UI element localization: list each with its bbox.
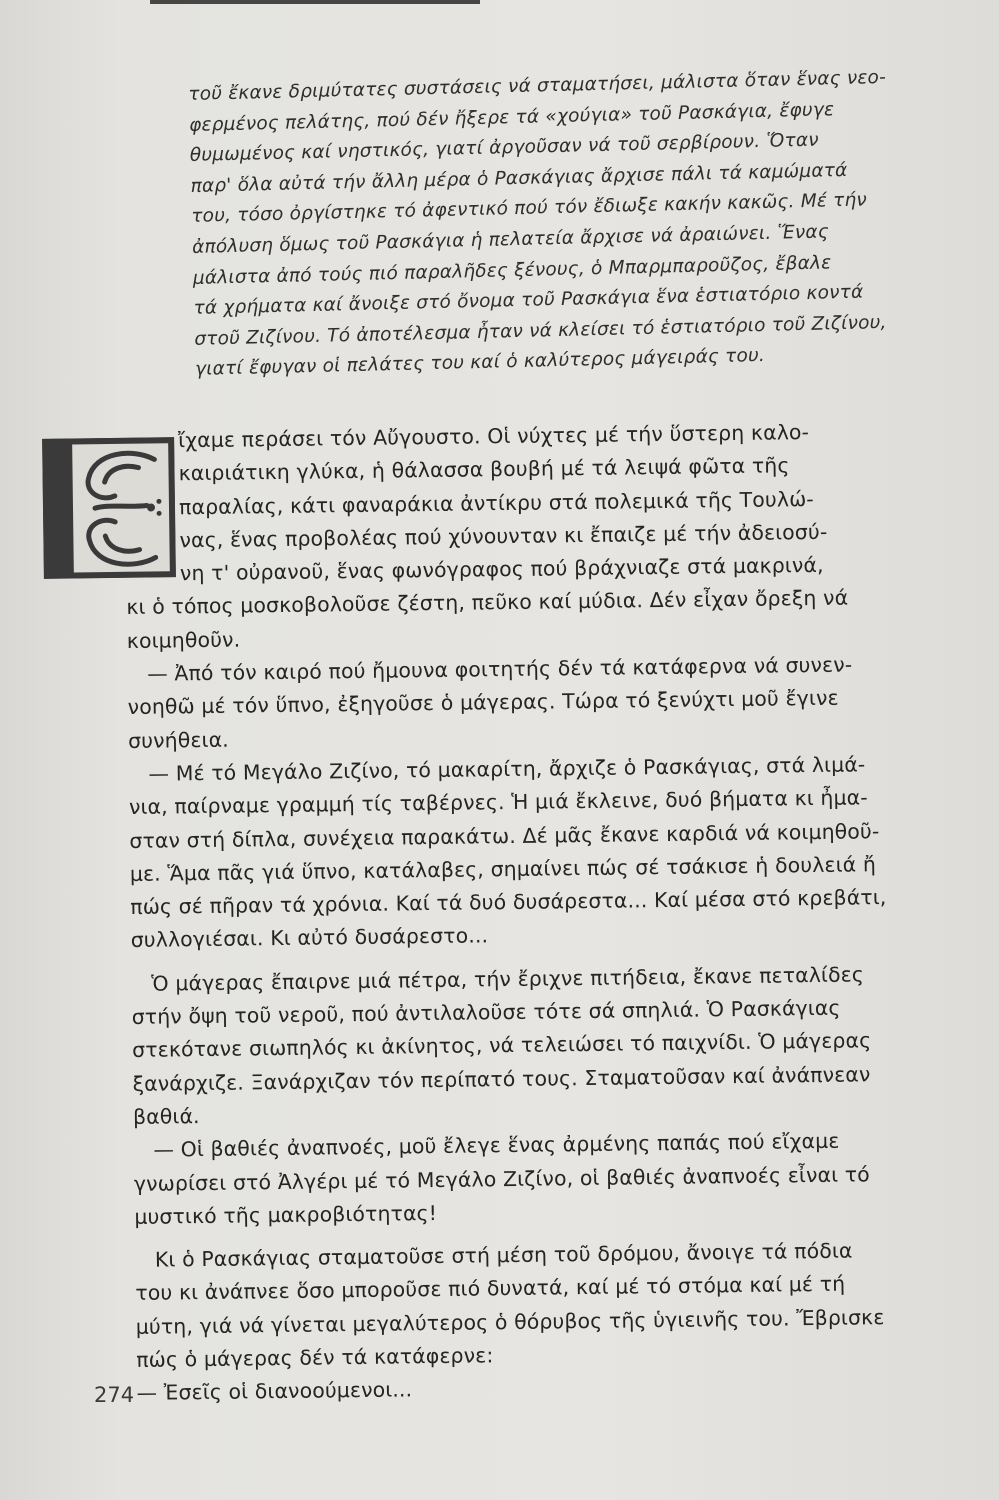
italic-line: στοῦ Ζιζίνου. Τό ἀποτέλεσμα ἦταν νά κλείσει τό ἑστιατόριο τοῦ Ζιζίνου, [194,311,887,350]
text-line: πώς ὁ μάγερας δέν τά κατάφερνε: [136,1343,494,1372]
text-line: στήν ὄψη τοῦ νεροῦ, πού ἀντιλαλοῦσε τότε σά σπηλιά. Ὁ Ρασκάγιας [131,995,841,1029]
text-line: με. Ἅμα πᾶς γιά ὕπνο, κατάλαβες, σημαίνει πώς σέ τσάκισε ἡ δουλειά ἤ [129,852,877,886]
italic-paragraph [188,62,930,386]
text-line: καιριάτικη γλύκα, ἡ θάλασσα βουβή μέ τά λειψά φῶτα τῆς [178,453,790,486]
text-line: Κι ὁ Ρασκάγιας σταματοῦσε στή μέση τοῦ δρόμου, ἄνοιγε τά πόδια [154,1238,853,1272]
text-line: ξανάρχιζε. Ξανάρχιζαν τόν περίπατό τους. Σταματοῦσαν καί ἀνάπνεαν [132,1061,871,1096]
text-line: — Οἱ βαθιές ἀναπνοές, μοῦ ἔλεγε ἕνας ἀρμένης παπάς πού εἴχαμε [153,1128,840,1162]
text-line: παραλίας, κάτι φαναράκια ἀντίκρυ στά πολεμικά τῆς Τουλώ- [178,486,814,519]
italic-line: γιατί ἔφυγαν οἱ πελάτες του καί ὁ καλύτερος μάγειράς του. [194,345,766,381]
text-line: — Μέ τό Μεγάλο Ζιζίνο, τό μακαρίτη, ἄρχιζε ὁ Ρασκάγιας, στά λιμά- [148,752,866,786]
text-line: γνωρίσει στό Ἀλγέρι μέ τό Μεγάλο Ζιζίνο, οἱ βαθιές ἀναπνοές εἶναι τό [133,1161,870,1196]
text-line: νας, ἕνας προβολέας πού χύνουνταν κι ἔπαιζε μέ τήν ἀδειοσύ- [179,519,828,553]
text-line: μυστικό τῆς μακροβιότητας! [134,1200,438,1229]
italic-line: μάλιστα ἀπό τούς πιό παραλῆδες ξένους, ὁ Μπαρμπαροῦζος, ἔβαλε [192,251,832,289]
italic-line: θυμωμένος καί νηστικός, γιατί ἀργοῦσαν νά τοῦ σερβίρουν. Ὅταν [189,129,820,167]
italic-line: παρ' ὅλα αὐτά τήν ἄλλη μέρα ὁ Ρασκάγιας ἄρχισε πάλι τά καμώματά [190,159,848,197]
text-line: συνήθεια. [127,727,229,753]
text-line: πώς σέ πῆραν τά χρόνια. Καί τά δυό δυσάρεστα... Καί μέσα στό κρεβάτι, [130,885,887,920]
text-line: συλλογιέσαι. Κι αὐτό δυσάρεστο... [130,923,489,953]
text-line: Ὁ μάγερας ἔπαιρνε μιά πέτρα, τήν ἔριχνε πιτήδεια, ἔκανε πεταλίδες [151,962,865,996]
text-line: — Ἐσεῖς οἱ διανοούμενοι... [136,1377,413,1406]
italic-line: ἀπόλυση ὅμως τοῦ Ρασκάγια ἡ πελατεία ἄρχισε νά ἀραιώνει. Ἕνας [191,221,830,258]
text-line: — Ἀπό τόν καιρό πού ἤμουνα φοιτητής δέν τά κατάφερνα νά συνεν- [147,652,853,686]
italic-line: τοῦ ἔκανε δριμύτατες συστάσεις νά σταματήσει, μάλιστα ὅταν ἕνας νεο- [188,66,887,105]
text-line: μύτη, γιά νά γίνεται μεγαλύτερος ὁ θόρυβος τῆς ὑγιεινῆς του. Ἔβρισκε [135,1304,885,1339]
text-line: βαθιά. [132,1104,200,1129]
main-text [124,414,952,1410]
text-line: νοηθῶ μέ τόν ὕπνο, ἐξηγοῦσε ὁ μάγερας. Τώρα τό ξενύχτι μοῦ ἔγινε [127,686,839,720]
text-line: του κι ἀνάπνεε ὅσο μποροῦσε πιό δυνατά, καί μέ τό στόμα καί μέ τή [135,1272,846,1306]
text-line: ἴχαμε περάσει τόν Αὔγουστο. Οἱ νύχτες μέ τήν ὕστερη καλο- [178,420,810,453]
text-line: κι ὁ τόπος μοσκοβολοῦσε ζέστη, πεῦκο καί μύδια. Δέν εἶχαν ὄρεξη νά [126,586,849,620]
page-number: 274 [94,1383,135,1407]
text-line: κοιμηθοῦν. [126,627,241,653]
italic-line: τά χρήματα καί ἄνοιξε στό ὄνομα τοῦ Ρασκάγια ἕνα ἑστιατόριο κοντά [193,281,864,320]
text-line: νη τ' οὐρανοῦ, ἕνας φωνόγραφος πού βράχνιαζε στά μακρινά, [179,553,824,586]
text-line: σταν στή δίπλα, συνέχεια παρακάτω. Δέ μᾶς ἔκανε καρδιά νά κοιμηθοῦ- [129,818,880,853]
text-line: νια, παίρναμε γραμμή τίς ταβέρνες. Ἡ μιά ἔκλεινε, δυό βήματα κι ἦμα- [128,785,868,820]
text-line: στεκότανε σιωπηλός κι ἀκίνητος, νά τελειώσει τό παιχνίδι. Ὁ μάγερας [132,1028,872,1063]
italic-line: του, τόσο ὀργίστηκε τό ἀφεντικό πού τόν ἔδιωξε κακήν κακῶς. Μέ τήν [191,189,868,228]
top-rule [150,0,480,4]
italic-line: φερμένος πελάτης, πού δέν ἤξερε τά «χούγια» τοῦ Ρασκάγια, ἔφυγε [188,98,835,136]
